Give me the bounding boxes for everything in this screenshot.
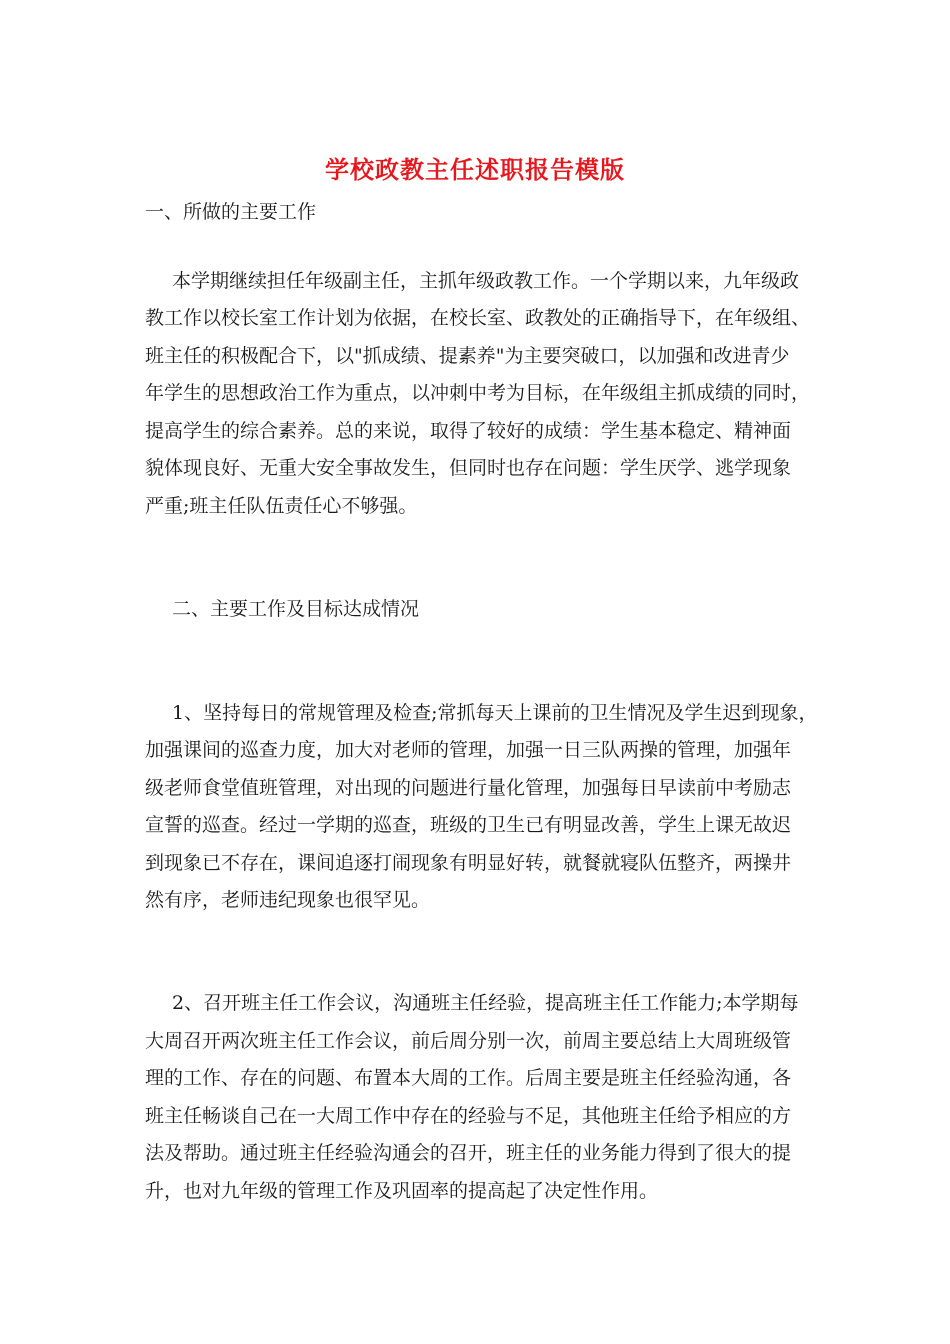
paragraph-line: 加强课间的巡查力度，加大对老师的管理，加强一日三队两操的管理，加强年 (145, 739, 792, 761)
paragraph-line: 貌体现良好、无重大安全事故发生，但同时也存在问题：学生厌学、逃学现象 (145, 457, 792, 479)
paragraph-line: 教工作以校长室工作计划为依据，在校长室、政教处的正确指导下，在年级组、 (145, 307, 811, 329)
paragraph-line: 到现象已不存在，课间追逐打闹现象有明显好转，就餐就寝队伍整齐，两操井 (145, 852, 792, 874)
document-title: 学校政教主任述职报告模版 (325, 155, 625, 184)
paragraph-line: 2、召开班主任工作会议，沟通班主任经验，提高班主任工作能力;本学期每 (172, 992, 799, 1014)
paragraph-line: 严重;班主任队伍责任心不够强。 (145, 495, 418, 517)
paragraph-line: 本学期继续担任年级副主任，主抓年级政教工作。一个学期以来，九年级政 (172, 270, 800, 292)
paragraph-line: 升，也对九年级的管理工作及巩固率的提高起了决定性作用。 (145, 1180, 659, 1202)
paragraph-line: 理的工作、存在的问题、布置本大周的工作。后周主要是班主任经验沟通，各 (145, 1067, 792, 1089)
paragraph-line: 提高学生的综合素养。总的来说，取得了较好的成绩：学生基本稳定、精神面 (145, 420, 792, 442)
paragraph-line: 级老师食堂值班管理，对出现的问题进行量化管理，加强每日早读前中考励志 (145, 777, 792, 799)
paragraph-line: 1、坚持每日的常规管理及检查;常抓每天上课前的卫生情况及学生迟到现象， (172, 702, 818, 724)
section-heading-1: 一、所做的主要工作 (145, 201, 317, 223)
section-heading-2: 二、主要工作及目标达成情况 (172, 598, 420, 620)
paragraph-line: 班主任的积极配合下，以"抓成绩、提素养"为主要突破口，以加强和改进青少 (145, 345, 790, 367)
paragraph-line: 然有序，老师违纪现象也很罕见。 (145, 889, 431, 911)
paragraph-line: 法及帮助。通过班主任经验沟通会的召开，班主任的业务能力得到了很大的提 (145, 1142, 792, 1164)
paragraph-line: 班主任畅谈自己在一大周工作中存在的经验与不足，其他班主任给予相应的方 (145, 1105, 792, 1127)
paragraph-line: 大周召开两次班主任工作会议，前后周分别一次，前周主要总结上大周班级管 (145, 1030, 792, 1052)
paragraph-line: 年学生的思想政治工作为重点，以冲刺中考为目标，在年级组主抓成绩的同时， (145, 382, 811, 404)
paragraph-line: 宣誓的巡查。经过一学期的巡查，班级的卫生已有明显改善，学生上课无故迟 (145, 814, 792, 836)
